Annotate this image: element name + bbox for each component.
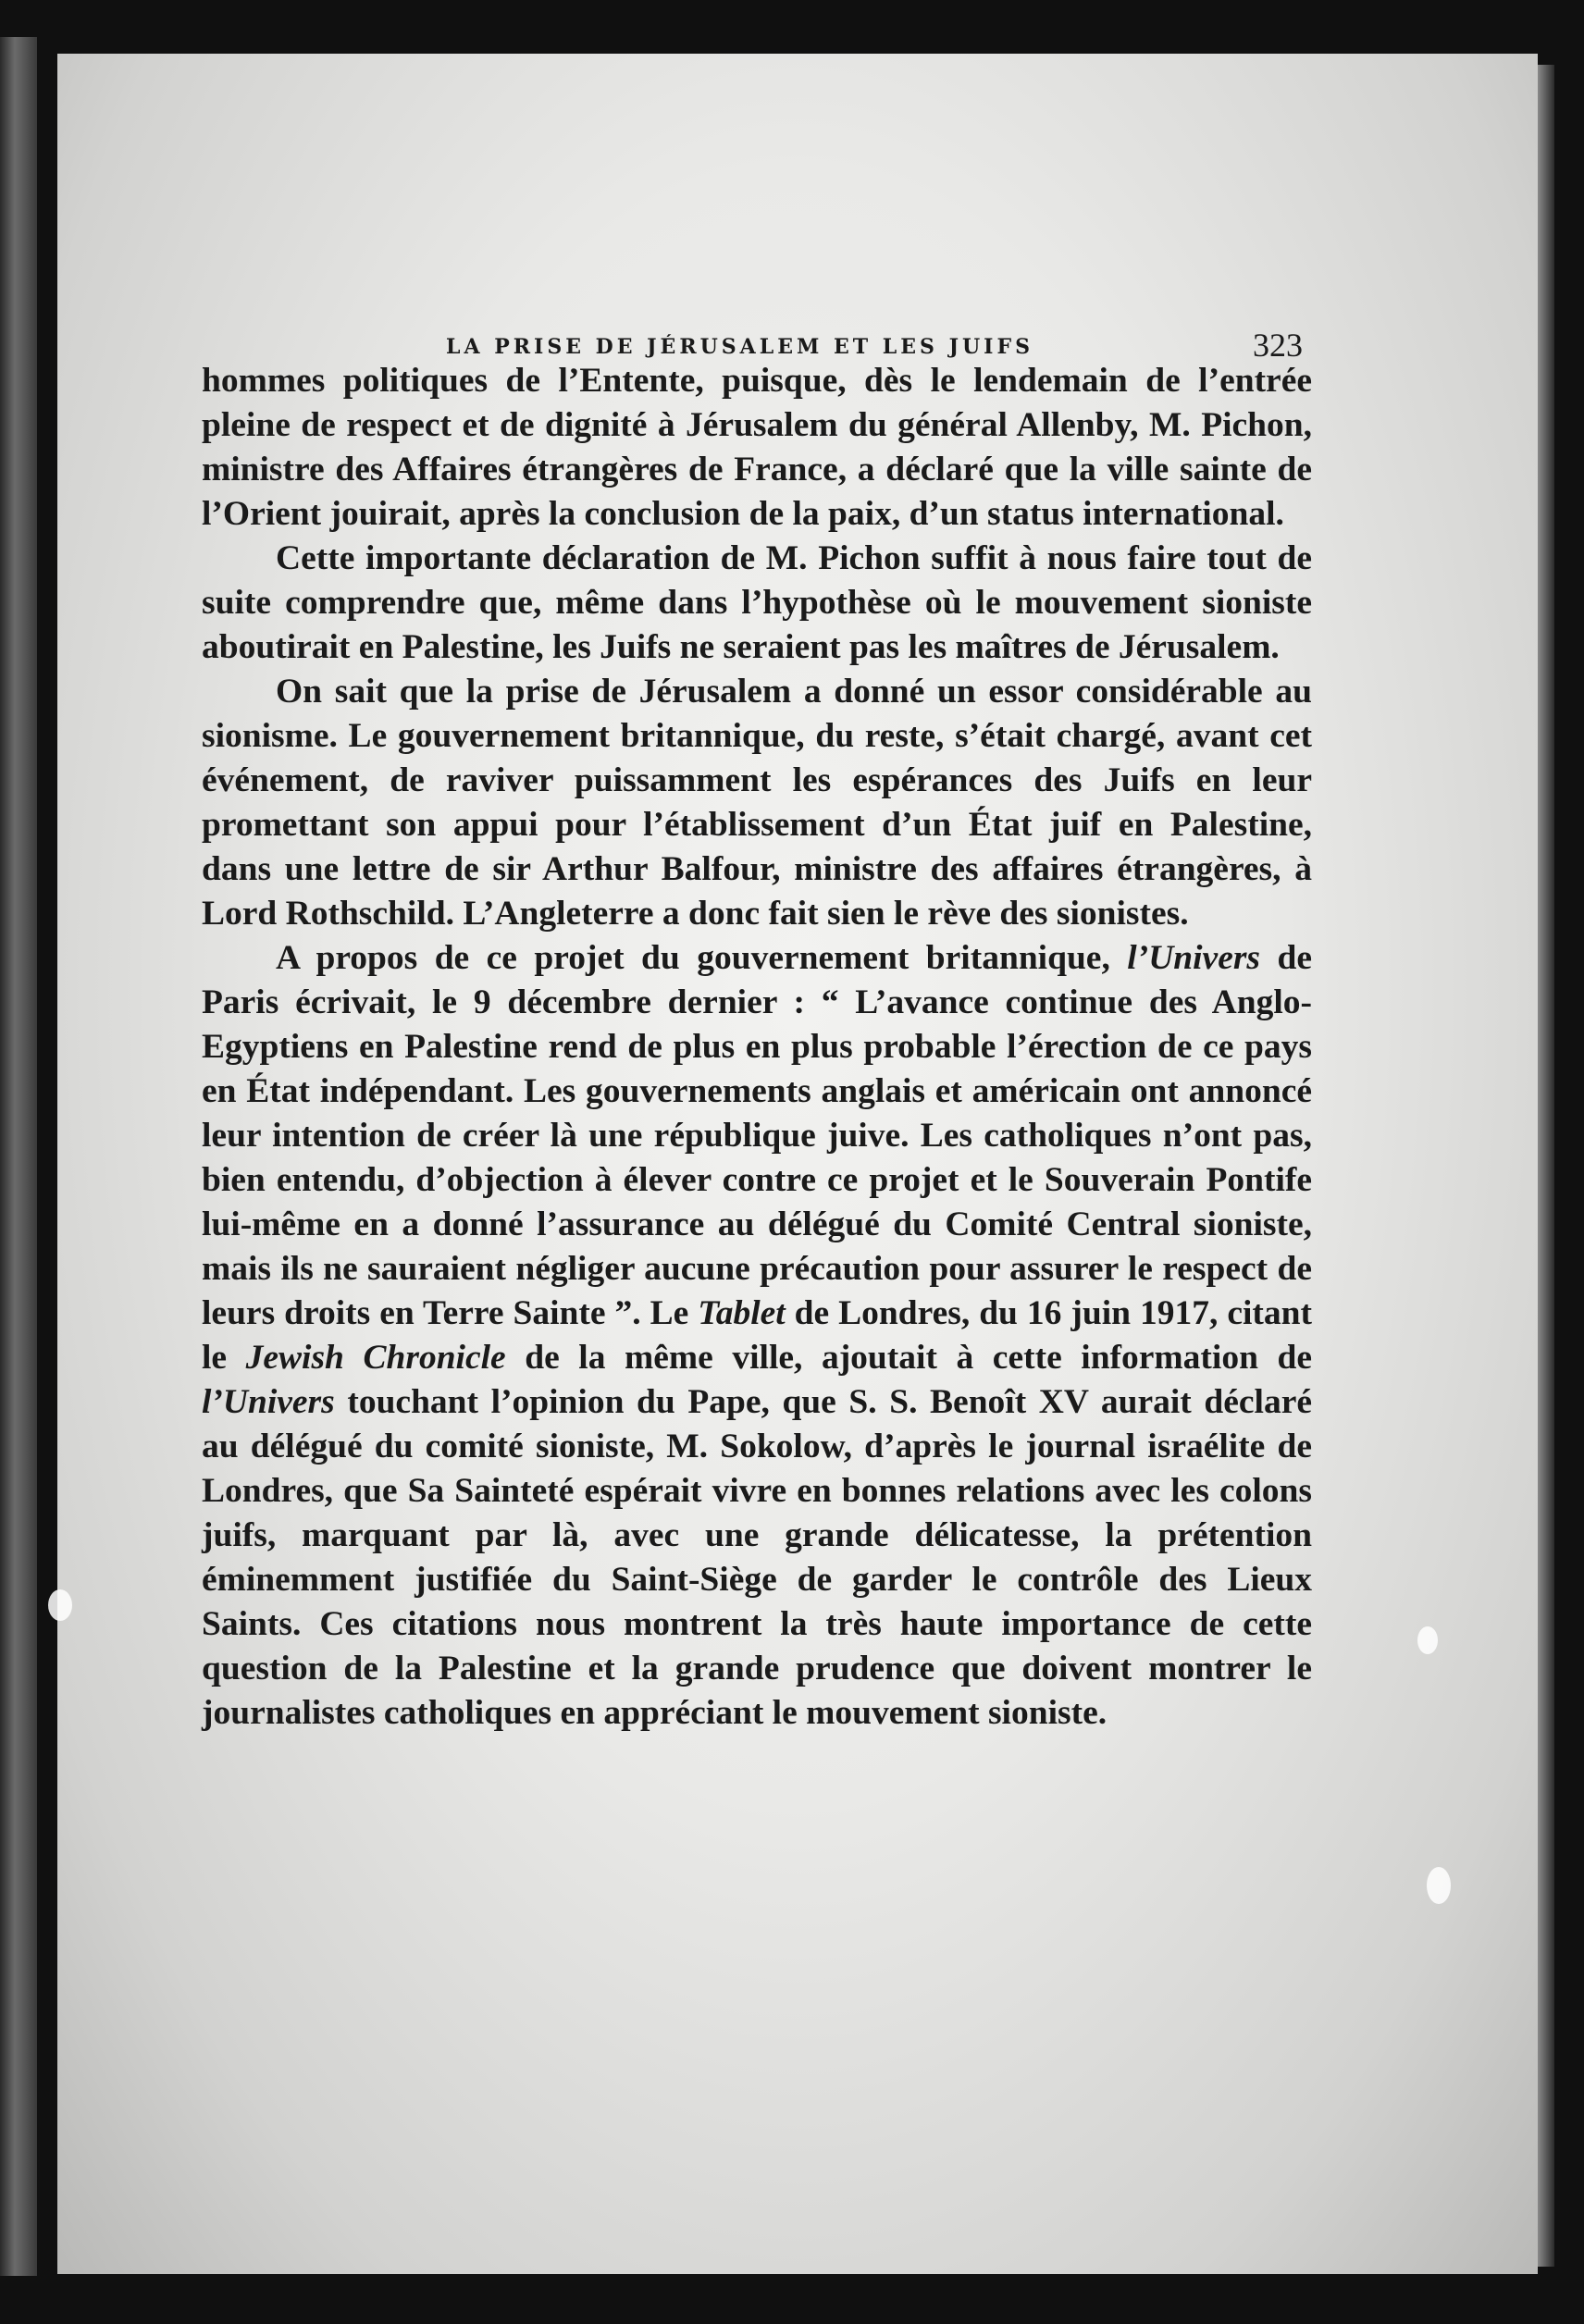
adjacent-page-edge <box>0 37 37 2276</box>
scan-dust-spot <box>1417 1626 1438 1654</box>
scan-dust-spot <box>1427 1867 1451 1904</box>
text-run: de la même ville, ajoutait à cette information de <box>505 1339 1312 1377</box>
paragraph: Cette importante déclaration de M. Pichon suffit à nous faire tout de suite comprendre que, même dans l’hypothèse où le mouvement sioniste aboutirait en Palestine, les Juifs ne seraient pas les maîtres de Jérusalem. <box>202 539 1312 666</box>
publication-title: l’Univers <box>202 1383 335 1421</box>
page-edge-shadow <box>1538 65 1554 2267</box>
text-run: de Paris écrivait, le 9 décembre dernier : “ L’avance continue des Anglo-Egyptiens en Palestine rend de plus en plus probable l’érection de ce pays en État indépendant. Les gouvernements anglais et américain ont annoncé leur intention de créer là une république juive. Les catholiques n’ont pas, bien entendu, d’objection à élever contre ce projet et le Souverain Pontife lui-même en a donné l’assurance au délégué du Comité Central sioniste, mais ils ne sauraient négliger aucune précaution pour assurer le respect de leurs droits en Terre Sainte ”. Le <box>202 939 1312 1332</box>
scan-dust-spot <box>48 1589 72 1621</box>
publication-title: l’Univers <box>1127 939 1261 977</box>
paragraph <box>202 936 1312 1736</box>
text-run: touchant l’opinion du Pape, que S. S. Benoît XV aurait déclaré au délégué du comité sioniste, M. Sokolow, d’après le journal israélite de Londres, que Sa Sainteté espérait vivre en bonnes relations avec les colons juifs, marquant par là, avec une grande délicatesse, la prétention éminemment justifiée du Saint-Siège de garder le contrôle des Lieux Saints. Ces citations nous montrent la très haute importance de cette question de la Palestine et la grande prudence que doivent montrer le journalistes catholiques en appréciant le mouvement sioniste. <box>202 1383 1312 1732</box>
body-text <box>202 359 1312 1736</box>
text-run: A propos de ce projet du gouvernement britannique, <box>276 939 1128 977</box>
running-title: LA PRISE DE JÉRUSALEM ET LES JUIFS <box>446 335 1033 359</box>
publication-title: Tablet <box>698 1294 786 1332</box>
page-number: 323 <box>1253 327 1303 364</box>
paragraph: hommes politiques de l’Entente, puisque, dès le lendemain de l’entrée pleine de respect et de dignité à Jérusalem du général Allenby, M. Pichon, ministre des Affaires étrangères de France, a déclaré que la ville sainte de l’Orient jouirait, après la conclusion de la paix, d’un status international. <box>202 362 1312 533</box>
publication-title: Jewish Chronicle <box>245 1339 506 1377</box>
text-run: de Londres, du 16 juin 1917, citant le <box>202 1294 1312 1377</box>
paragraph: On sait que la prise de Jérusalem a donné un essor considérable au sionisme. Le gouvernement britannique, du reste, s’était chargé, avant cet événement, de raviver puissamment les espérances des Juifs en leur promettant son appui pour l’établissement d’un État juif en Palestine, dans une lettre de sir Arthur Balfour, ministre des affaires étrangères, à Lord Rothschild. L’Angleterre a donc fait sien le rève des sionistes. <box>202 673 1312 933</box>
